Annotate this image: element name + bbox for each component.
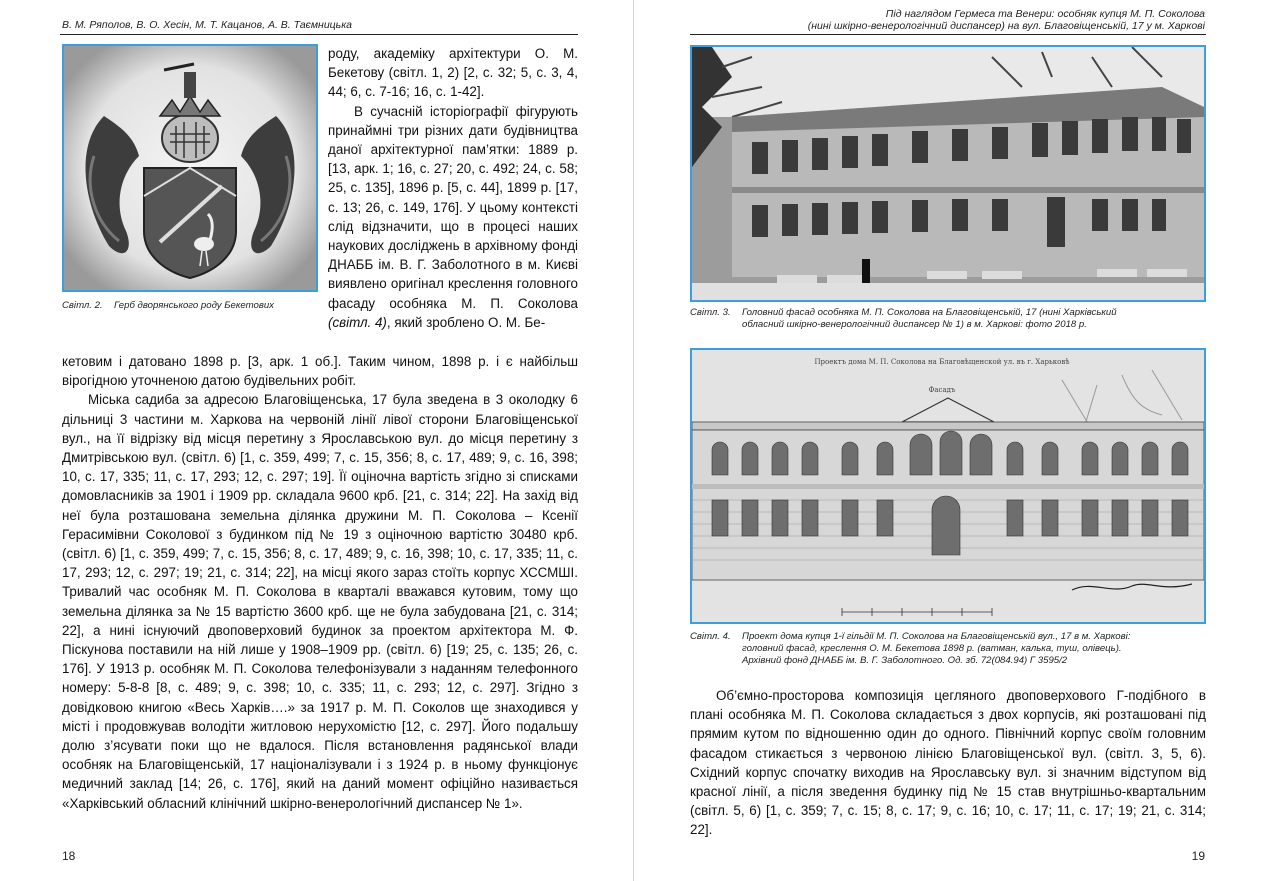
figure-3-caption — [690, 307, 1117, 331]
running-head-authors: В. М. Ряполов, В. О. Хесін, М. Т. Кацанов, А. В. Таємницька — [62, 19, 352, 31]
right-paragraph: Об’ємно-просторова композиція цегляного двоповерхового Г-подібного в плані особняка М. П. Соколова складається з двох корпусів, які розташовані під прямим кутом по відношенню один до одного. Північний корпус своїм головним фасадом стикається з червоною лінією Благовіщенської вул. (світл. 3, 5, 6). Східний корпус спочатку виходив на Ярославську вул. зі значним відступом від красної лінії, а після зведення будинку під № 15 став внутрішньо-квартальним (світл. 5, 6) [1, с. 359; 7, с. 15; 8, с. 17; 9, с. 16; 10, с. 17; 11, с. 17; 19; 21, с. 314; 22]. — [690, 688, 1206, 838]
column-text — [328, 44, 578, 332]
running-head-line-2: (нині шкірно-венерологічний диспансер) на вул. Благовіщенській, 17 у м. Харкові — [807, 20, 1205, 32]
column-paragraph-1: роду, академіку архітектури О. М. Бекетову (світл. 1, 2) [2, с. 32; 5, с. 3, 4, 44; 6, с. 7-16; 16, с. 1-42]. — [328, 46, 578, 100]
figure-4-facade-drawing — [690, 348, 1206, 624]
full-paragraph-2: Міська садиба за адресою Благовіщенська, 17 була зведена в 3 околодку 6 дільниці 3 частини м. Харкова на червоній лінії лівої сторони Благовіщенської вул., на її відрізку від місця перетину з Ярославською вул. до місця перетину з Дмитрівською вул. (світл. 6) [1, с. 359, 499; 7, с. 15, 356; 8, с. 17, 489; 9, с. 16, 398; 10, с. 17, 335; 11, с. 17, 293; 12, с. 297; 19]. Її оціночна вартість згідно зі списками домовласників за 1901 і 1909 рр. складала 9600 крб. [21, с. 314; 22]. На захід від неї була розташована земельна ділянка дружини М. П. Соколова – Ксенії Герасимівни Соколової з будинком під № 19 з оціночною вартістю 30480 крб. (світл. 6) [1, с. 359, 499; 7, с. 15, 356; 8, с. 17, 489; 9, с. 16, 398; 10, с. 17, 335; 11, с. 17, 293; 12, с. 297; 19; 21, с. 314; 22], на місці якого зараз стоїть корпус ХССМШІ. Тривалий час особняк М. П. Соколова в кварталі вважався кутовим, тому що земельна ділянка за № 15 вартістю 3600 крб. ще не була забудована [21, с. 314; 22], а нині існуючий двоповерховий будинок за проектом архітектора М. Ф. Піскунова поставили на ній лише у 1908–1909 рр. (світл. 6) [19; 25, с. 135; 26, с. 176]. У 1913 р. особняк М. П. Соколова телефонізували з наданням телефонного номеру: 5-8-8 [8, с. 489; 9, с. 398; 10, с. 335; 11, с. 293; 12, с. 297]. Згідно з довідковою книгою «Весь Харків….» за 1917 р. М. П. Соколов ще знаходився у місті і продовжував володіти житловою нерухомістю [12, с. 297]. Його подальшу долю з’ясувати поки що не вдалося. Після встановлення радянської влади особняк на Благовіщенській, 17 націоналізували і з 1924 р. в ньому функціонує медичний заклад [14; 26, с. 176], який на даний момент офіційно називається «Харківський обласний клінічний шкірно-венерологічний диспансер № 1». — [62, 392, 578, 811]
figure-2-caption — [62, 300, 274, 312]
figure-4-caption-line-2: головний фасад, креслення О. М. Бекетова 1898 р. (ватман, калька, туш, олівець). — [742, 643, 1122, 654]
full-paragraph-1: кетовим і датовано 1898 р. [3, арк. 1 об.]. Таким чином, 1898 р. і є найбільш вірогідною уточненою датою будівельних робіт. — [62, 354, 578, 389]
figure-4-caption-line-3: Архівний фонд ДНАББ ім. В. Г. Заболотного. Од. зб. 72(084.94) Г 3595/2 — [742, 655, 1068, 666]
full-width-text — [62, 352, 578, 813]
column-paragraph-2 — [328, 102, 578, 332]
page-number-left: 18 — [62, 849, 76, 863]
running-head-line-1: Під наглядом Гермеса та Венери: особняк купця М. П. Соколова — [885, 8, 1205, 20]
figure-3-building-photo — [690, 45, 1206, 302]
figure-3-number: Світл. 3. — [690, 307, 731, 318]
drawing-subtitle: Фасадъ — [928, 386, 956, 394]
figure-4-number: Світл. 4. — [690, 631, 731, 642]
drawing-title: Проектъ дома М. П. Соколова на Благовѣщенской ул. въ г. Харьковѣ — [814, 358, 1070, 366]
header-rule — [690, 34, 1206, 35]
figure-2-coat-of-arms — [62, 44, 318, 292]
figure-3-caption-line-1: Головний фасад особняка М. П. Соколова на Благовіщенській, 17 (нині Харківський — [742, 307, 1117, 318]
left-page — [0, 0, 633, 881]
facade-drawing-icon — [692, 350, 1204, 622]
page-number-right: 19 — [1191, 849, 1205, 863]
figure-4-caption — [690, 631, 1130, 667]
figure-2-number: Світл. 2. — [62, 300, 103, 311]
column-paragraph-2-text: В сучасній історіографії фігурують принаймні три різних дати будівництва даної архітектурної пам’ятки: 1889 р. [13, арк. 1; 16, с. 27; 20, с. 492; 24, с. 58; 25, с. 135], 1896 р. [5, с. 44], 1899 р. [17, с. 13; 26, с. 149, 176]. У цьому контексті слід відзначити, що в процесі наших наукових досліджень в архівному фонді ДНАББ ім. В. Г. Заболотного в м. Києві виявлено оригінал креслення головного фасаду особняка М. П. Соколова — [328, 103, 578, 311]
running-head-title — [808, 8, 1205, 32]
header-rule — [60, 34, 578, 35]
column-paragraph-2-tail: , який зроблено О. М. Бе- — [386, 314, 546, 330]
right-page — [634, 0, 1267, 881]
figure-3-caption-line-2: обласний шкірно-венерологічний диспансер № 1) в м. Харкові: фото 2018 р. — [742, 319, 1087, 330]
figure-4-caption-line-1: Проект дома купця 1-ї гільдії М. П. Соколова на Благовіщенській вул., 17 в м. Харкові: — [742, 631, 1131, 642]
figure-4-reference: (світл. 4) — [328, 314, 387, 330]
coat-of-arms-icon — [64, 46, 316, 290]
building-photo-icon — [692, 47, 1204, 300]
right-body-text — [690, 686, 1206, 840]
figure-2-caption-text: Герб дворянського роду Бекетових — [114, 300, 274, 311]
